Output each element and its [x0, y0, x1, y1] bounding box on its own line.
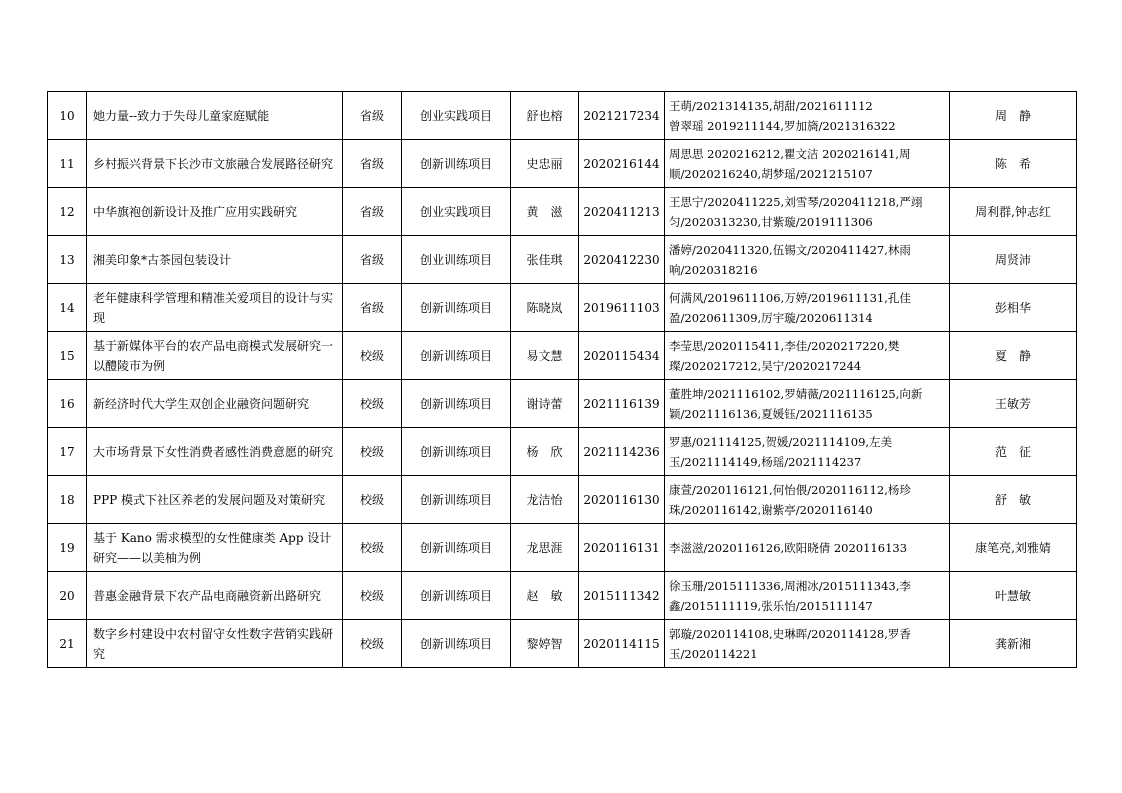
project-level: 校级: [343, 476, 402, 524]
student-id: 2021114236: [579, 428, 665, 476]
project-leader: 赵 敏: [511, 572, 579, 620]
project-type: 创业实践项目: [402, 188, 511, 236]
project-title: PPP 模式下社区养老的发展问题及对策研究: [87, 476, 343, 524]
table-row: [48, 524, 1077, 572]
project-members: 王思宁/2020411225,刘雪琴/2020411218,严翊匀/2020313230,甘紫璇/2019111306: [665, 188, 950, 236]
project-title: 普惠金融背景下农产品电商融资新出路研究: [87, 572, 343, 620]
project-members: 王萌/2021314135,胡甜/2021611112 曾翠瑶 2019211144,罗加旖/2021316322: [665, 92, 950, 140]
row-number: 13: [48, 236, 87, 284]
advisor: 康笔亮,刘雅婧: [950, 524, 1077, 572]
project-type: 创新训练项目: [402, 476, 511, 524]
table-row: [48, 380, 1077, 428]
project-level: 省级: [343, 92, 402, 140]
advisor: 范 征: [950, 428, 1077, 476]
project-level: 省级: [343, 188, 402, 236]
advisor: 夏 静: [950, 332, 1077, 380]
student-id: 2020216144: [579, 140, 665, 188]
project-type: 创新训练项目: [402, 380, 511, 428]
project-type: 创新训练项目: [402, 620, 511, 668]
project-title: 老年健康科学管理和精准关爱项目的设计与实现: [87, 284, 343, 332]
project-level: 校级: [343, 380, 402, 428]
table-row: [48, 236, 1077, 284]
row-number: 16: [48, 380, 87, 428]
student-id: 2021217234: [579, 92, 665, 140]
advisor: 周 静: [950, 92, 1077, 140]
project-title: 乡村振兴背景下长沙市文旅融合发展路径研究: [87, 140, 343, 188]
project-title: 基于 Kano 需求模型的女性健康类 App 设计研究——以美柚为例: [87, 524, 343, 572]
advisor: 彭相华: [950, 284, 1077, 332]
advisor: 陈 希: [950, 140, 1077, 188]
project-title: 她力量--致力于失母儿童家庭赋能: [87, 92, 343, 140]
student-id: 2015111342: [579, 572, 665, 620]
project-leader: 谢诗蕾: [511, 380, 579, 428]
project-members: 康萱/2020116121,何怡偎/2020116112,杨珍珠/2020116142,谢紫亭/2020116140: [665, 476, 950, 524]
project-leader: 龙洁怡: [511, 476, 579, 524]
project-members: 董胜坤/2021116102,罗婧薇/2021116125,向新颖/2021116136,夏媛钰/2021116135: [665, 380, 950, 428]
project-leader: 舒也榕: [511, 92, 579, 140]
project-type: 创新训练项目: [402, 428, 511, 476]
project-members: 李滋滋/2020116126,欧阳晓倩 2020116133: [665, 524, 950, 572]
student-id: 2020115434: [579, 332, 665, 380]
project-leader: 黄 滋: [511, 188, 579, 236]
row-number: 15: [48, 332, 87, 380]
project-title: 湘美印象*古茶园包装设计: [87, 236, 343, 284]
project-type: 创新训练项目: [402, 572, 511, 620]
table-body: [48, 92, 1077, 668]
row-number: 18: [48, 476, 87, 524]
row-number: 12: [48, 188, 87, 236]
project-title: 大市场背景下女性消费者感性消费意愿的研究: [87, 428, 343, 476]
project-leader: 杨 欣: [511, 428, 579, 476]
advisor: 龚新湘: [950, 620, 1077, 668]
student-id: 2020114115: [579, 620, 665, 668]
student-id: 2019611103: [579, 284, 665, 332]
table-row: [48, 428, 1077, 476]
table-row: [48, 92, 1077, 140]
project-level: 校级: [343, 332, 402, 380]
table-row: [48, 572, 1077, 620]
project-members: 徐玉珊/2015111336,周湘冰/2015111343,李鑫/2015111119,张乐怡/2015111147: [665, 572, 950, 620]
advisor: 王敏芳: [950, 380, 1077, 428]
row-number: 11: [48, 140, 87, 188]
project-leader: 张佳琪: [511, 236, 579, 284]
project-leader: 史忠丽: [511, 140, 579, 188]
project-level: 校级: [343, 428, 402, 476]
row-number: 14: [48, 284, 87, 332]
student-id: 2021116139: [579, 380, 665, 428]
advisor: 叶慧敏: [950, 572, 1077, 620]
advisor: 周贤沛: [950, 236, 1077, 284]
project-level: 省级: [343, 140, 402, 188]
project-type: 创业实践项目: [402, 92, 511, 140]
advisor: 周利群,钟志红: [950, 188, 1077, 236]
project-title: 中华旗袍创新设计及推广应用实践研究: [87, 188, 343, 236]
project-members: 罗惠/021114125,贺媛/2021114109,左美玉/2021114149,杨瑶/2021114237: [665, 428, 950, 476]
table-row: [48, 188, 1077, 236]
project-members: 周思思 2020216212,瞿文洁 2020216141,周顺/2020216240,胡梦瑶/2021215107: [665, 140, 950, 188]
table-row: [48, 332, 1077, 380]
project-leader: 黎婷智: [511, 620, 579, 668]
table-row: [48, 620, 1077, 668]
project-level: 校级: [343, 620, 402, 668]
project-members: 潘婷/2020411320,伍锡文/2020411427,林雨响/2020318216: [665, 236, 950, 284]
project-type: 创新训练项目: [402, 524, 511, 572]
project-leader: 陈晓岚: [511, 284, 579, 332]
project-title: 数字乡村建设中农村留守女性数字营销实践研究: [87, 620, 343, 668]
project-type: 创新训练项目: [402, 140, 511, 188]
student-id: 2020411213: [579, 188, 665, 236]
student-id: 2020116131: [579, 524, 665, 572]
project-level: 校级: [343, 572, 402, 620]
project-level: 省级: [343, 236, 402, 284]
advisor: 舒 敏: [950, 476, 1077, 524]
row-number: 10: [48, 92, 87, 140]
project-type: 创新训练项目: [402, 332, 511, 380]
student-id: 2020116130: [579, 476, 665, 524]
project-members: 李莹思/2020115411,李佳/2020217220,樊璨/2020217212,吴宁/2020217244: [665, 332, 950, 380]
project-leader: 易文慧: [511, 332, 579, 380]
student-id: 2020412230: [579, 236, 665, 284]
project-title: 新经济时代大学生双创企业融资问题研究: [87, 380, 343, 428]
row-number: 19: [48, 524, 87, 572]
row-number: 20: [48, 572, 87, 620]
project-members: 郭璇/2020114108,史琳晖/2020114128,罗香玉/2020114221: [665, 620, 950, 668]
table-row: [48, 476, 1077, 524]
project-title: 基于新媒体平台的农产品电商模式发展研究一以醴陵市为例: [87, 332, 343, 380]
row-number: 21: [48, 620, 87, 668]
table-row: [48, 284, 1077, 332]
project-type: 创新训练项目: [402, 284, 511, 332]
table-row: [48, 140, 1077, 188]
project-table: [47, 91, 1077, 668]
project-leader: 龙思涯: [511, 524, 579, 572]
project-level: 校级: [343, 524, 402, 572]
row-number: 17: [48, 428, 87, 476]
project-members: 何满风/2019611106,万婷/2019611131,孔佳盈/2020611309,厉宇璇/2020611314: [665, 284, 950, 332]
project-level: 省级: [343, 284, 402, 332]
project-type: 创业训练项目: [402, 236, 511, 284]
